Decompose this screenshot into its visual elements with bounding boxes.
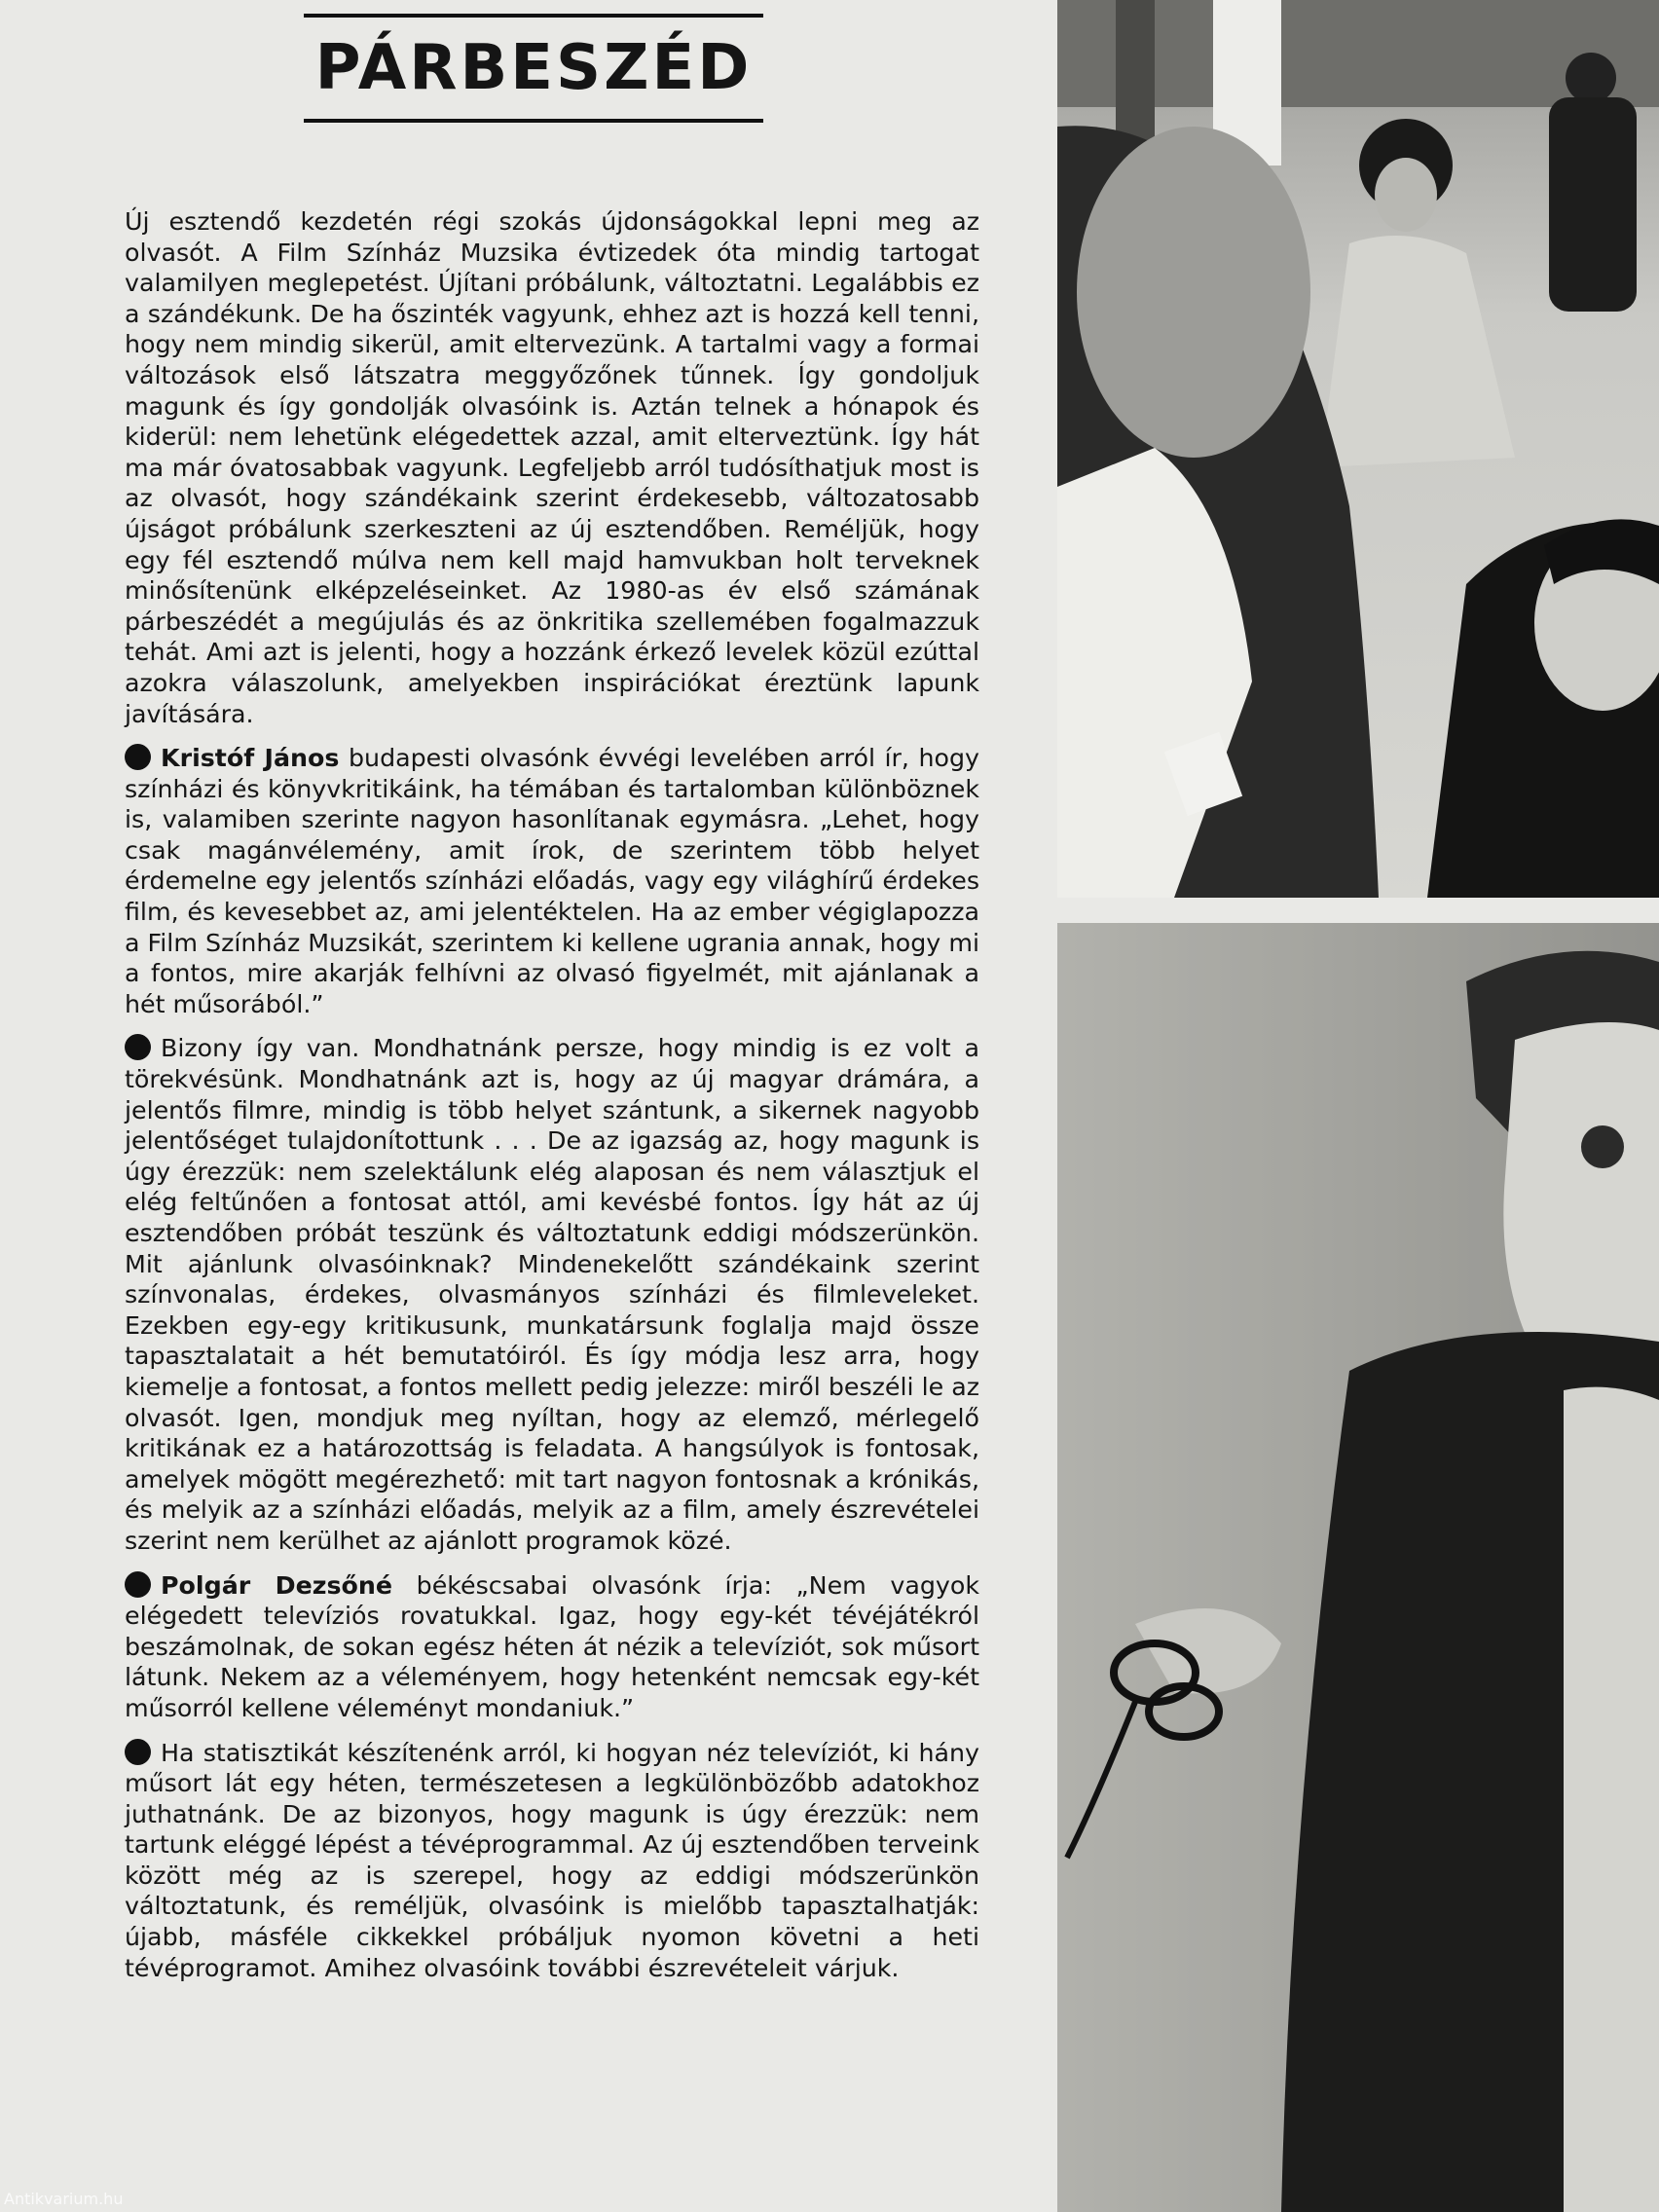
title-block (304, 14, 763, 123)
reply-text-1: Bizony így van. Mondhatnánk persze, hogy mindig is ez volt a törekvésünk. Mondhatnánk azt is, hogy az új magyar drámára, a jelentős filmre, mindig is több helyet szántunk, a sikernek nagyobb jelentőséget tulajdonítottunk . . . De az igazság az, hogy magunk is úgy érezzük: nem szelektálunk elég alaposan és nem választjuk el elég feltűnően a fontosat attól, ami kevésbé fontos. Így hát az új esztendőben próbát teszünk és változtatunk eddigi módszerünkön. Mit ajánlunk olvasóinknak? Mindenekelőtt szándékaink szerint színvonalas, érdekes, olvasmányos színházi és filmleveleket. Ezekben egy-egy kritikusunk, munkatársunk foglalja majd össze tapasztalatait a hét bemutatóiról. És így módja lesz arra, hogy kiemelje a fontosat, a fontos mellett pedig jelezze: miről beszéli le az olvasót. Igen, mondjuk meg nyíltan, hogy az elemző, mérlegelő kritikának ez a határozottság is feladata. A hangsúlyok is fontosak, amelyek mögött megérezhető: mit tart nagyon fontosnak a krónikás, és melyik az a színházi előadás, melyik az a film, amely észrevételei szerint nem kerülhet az ajánlott programok közé. (125, 1034, 979, 1555)
reply-text-2: Ha statisztikát készítenénk arról, ki hogyan néz televíziót, ki hány műsort lát egy héten, természetesen a legkülönbözőbb adatokhoz juthatnánk. De az bizonyos, hogy magunk is úgy érezzük: nem tartunk eléggé lépést a tévéprogrammal. Az új esztendőben terveink között még az is szerepel, hogy az eddigi módszerünkön változtatunk, és reméljük, olvasóink is mielőbb tapasztalhatják: újabb, másféle cikkekkel próbáljuk nyomon követni a heti tévéprogramot. Amihez olvasóink további észrevételeit várjuk. (125, 1738, 979, 1982)
watermark: Antikvarium.hu (4, 2190, 124, 2208)
bullet-icon (125, 744, 151, 770)
reply-paragraph-1 (125, 1033, 979, 1556)
reader-name-2: Polgár Dezsőné (161, 1570, 393, 1600)
article-column (125, 206, 979, 1997)
rehearsal-photo-image (1057, 0, 1659, 898)
reply-paragraph-2 (125, 1738, 979, 1984)
letter-paragraph-2 (125, 1570, 979, 1724)
bullet-icon (125, 1034, 151, 1060)
portrait-photo-image (1057, 923, 1659, 2212)
portrait-photo (1057, 923, 1659, 2212)
letter-text-2: békéscsabai olvasónk írja: „Nem vagyok elégedett televíziós rovatukkal. Igaz, hogy egy-két tévéjátékról beszámolnak, de sokan egész héten át nézik a televíziót, sok műsort látunk. Nekem az a véleményem, hogy hetenként nemcsak egy-két műsorról kellene véleményt mondaniuk.” (125, 1570, 979, 1722)
intro-paragraph: Új esztendő kezdetén régi szokás újdonságokkal lepni meg az olvasót. A Film Színház Muzsika évtizedek óta mindig tartogat valamilyen meglepetést. Újítani próbálunk, változtatni. Legalábbis ez a szándékunk. De ha őszinték vagyunk, ehhez azt is hozzá kell tenni, hogy nem mindig sikerül, amit eltervezünk. A tartalmi vagy a formai változások első látszatra meggyőzőnek tűnnek. Így gondoljuk magunk és így gondolják olvasóink is. Aztán telnek a hónapok és kiderül: nem lehetünk elégedettek azzal, amit elterveztünk. Így hát ma már óvatosabbak vagyunk. Legfeljebb arról tudósíthatjuk most is az olvasót, hogy szándékaink szerint érdekesebb, változatosabb újságot próbálunk szerkeszteni az új esztendőben. Reméljük, hogy egy fél esztendő múlva nem kell majd hamvukban holt terveknek minősítenünk elképzeléseinket. Az 1980-as év első számának párbeszédét a megújulás és az önkritika szellemében fogalmazzuk tehát. Ami azt is jelenti, hogy a hozzánk érkező levelek közül ezúttal azokra válaszolunk, amelyekben inspirációkat éreztünk lapunk javítására. (125, 207, 979, 728)
letter-text-1: budapesti olvasónk évvégi levelében arról ír, hogy színházi és könyvkritikáink, ha témában és tartalomban különböznek is, valamiben szerinte nagyon hasonlítanak egymásra. „Lehet, hogy csak magánvélemény, amit írok, de szerintem több helyet érdemelne egy jelentős színházi előadás, vagy egy világhírű érdekes film, és kevesebbet az, ami jelentéktelen. Ha az ember végiglapozza a Film Színház Muzsikát, szerintem ki kellene ugrania annak, hogy mi a fontos, mire akarják felhívni az olvasó figyelmét, mit ajánlanak a hét műsorából.” (125, 744, 979, 1018)
rehearsal-photo (1057, 0, 1659, 898)
letter-paragraph-1 (125, 743, 979, 1019)
reader-name-1: Kristóf János (161, 744, 340, 773)
page-title: PÁRBESZÉD (314, 32, 753, 104)
bullet-icon (125, 1571, 151, 1598)
bullet-icon (125, 1739, 151, 1765)
